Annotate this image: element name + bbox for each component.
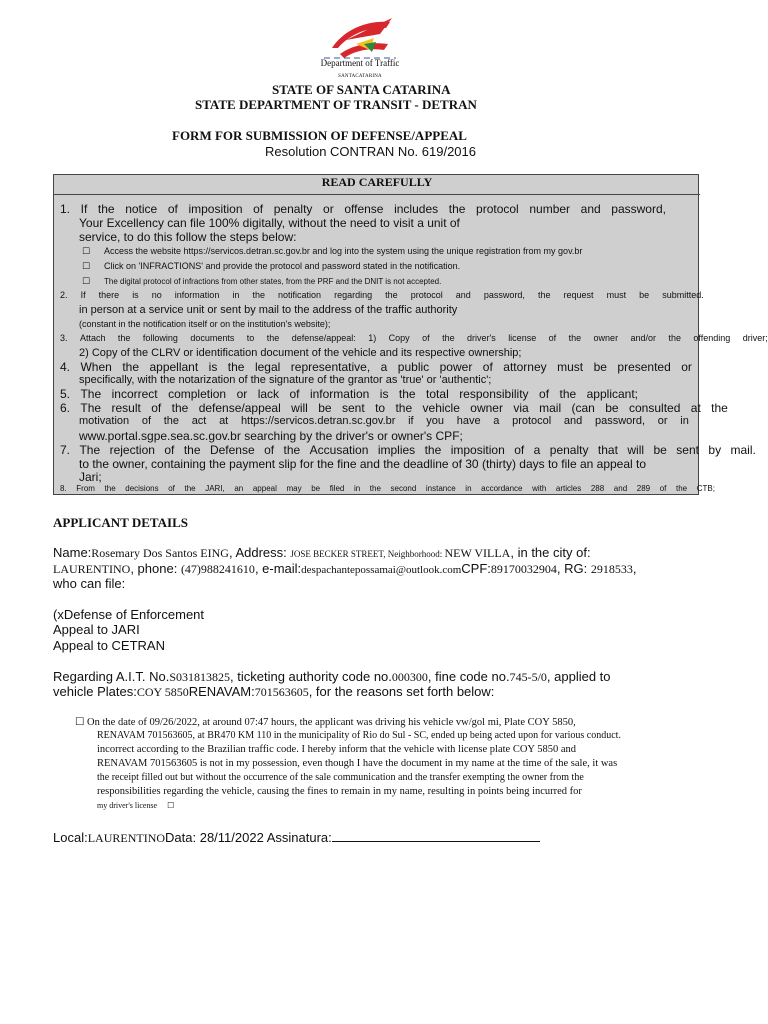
detran-logo: [318, 14, 402, 80]
notice-word: or: [681, 360, 692, 374]
notice-word: the: [448, 202, 466, 216]
notice-word: the: [395, 401, 413, 415]
notice-word: and: [563, 415, 583, 427]
notice-word: the: [537, 290, 551, 300]
notice-word: sent: [341, 401, 365, 415]
renavam-label: RENAVAM:: [188, 684, 255, 699]
notice-word: the: [104, 484, 116, 493]
reason-text: On the date of 09/26/2022, at around 07:47 hours, the applicant was driving his vehicle vw/gol mi, Plate COY 5850,: [87, 717, 576, 728]
notice-word: notification: [278, 290, 322, 300]
notice-line: [60, 290, 704, 300]
notice-word: that: [597, 443, 618, 457]
notice-word: the: [252, 290, 265, 300]
notice-word: instance: [425, 484, 456, 493]
cpf-label: CPF:: [461, 561, 491, 576]
notice-line: [79, 415, 689, 427]
applicant-details-heading: APPLICANT DETAILS: [53, 515, 188, 530]
notice-word: the: [398, 387, 416, 401]
neighborhood-label: , Neighborhood:: [383, 549, 445, 559]
notice-word: the: [369, 484, 381, 493]
notice-word: following: [142, 333, 178, 343]
notice-word: accordance: [481, 484, 523, 493]
notice-word: The: [80, 387, 102, 401]
read-carefully-title: READ CAREFULLY: [321, 175, 433, 189]
notice-word: be: [593, 360, 607, 374]
rg-label: , RG:: [556, 561, 591, 576]
notice-word: of: [167, 202, 178, 216]
notice-word: the: [424, 443, 442, 457]
notice-word: second: [390, 484, 417, 493]
applied-to-label: , applied to: [546, 669, 611, 684]
notice-word: The: [80, 401, 102, 415]
reason-line: RENAVAM 701563605, at BR470 KM 110 in the municipality of Rio do Sul - SC, ended up being acted upon for various conduct.: [97, 730, 621, 741]
notice-word: result: [111, 401, 141, 415]
notice-word: presented: [617, 360, 671, 374]
notice-word: mail.: [730, 443, 756, 457]
fine-code: 745-5/0: [509, 670, 547, 684]
notice-word: articles: [555, 484, 582, 493]
notice-word: defense/appeal: [198, 401, 281, 415]
notice-word: penalty: [549, 443, 589, 457]
notice-line: [60, 443, 756, 457]
notice-word: of: [548, 333, 557, 343]
notice-word: be: [639, 290, 650, 300]
notice-word: no: [151, 290, 162, 300]
checkbox-icon: ☐: [167, 801, 175, 810]
notice-word: is: [208, 360, 218, 374]
authority-code: 000300: [391, 670, 428, 684]
notice-word: if: [408, 415, 414, 427]
notice-word: may: [286, 484, 302, 493]
ait-label: Regarding A.I.T. No.: [53, 669, 170, 684]
notice-word: is: [132, 290, 139, 300]
notice-word: the: [266, 333, 280, 343]
notice-word: 4.: [60, 360, 71, 374]
notice-word: implies: [377, 443, 416, 457]
notice-word: information: [309, 387, 370, 401]
notice-word: 288: [590, 484, 605, 493]
notice-word: in: [232, 290, 240, 300]
notice-word: regarding: [334, 290, 373, 300]
notice-word: Attach: [79, 333, 106, 343]
reason-line: RENAVAM 701563605 is not in my possession, even though I have the document in my name at the time of the sale, it was: [97, 758, 618, 769]
notice-line: to the owner, containing the payment slip for the fine and the deadline of 30 (thirty) days to file an appeal to: [79, 457, 647, 471]
notice-word: of: [168, 484, 175, 493]
notice-word: of: [659, 484, 667, 493]
notice-word: rejection: [109, 443, 155, 457]
notice-word: documents: [190, 333, 235, 343]
notice-word: license: [508, 333, 537, 343]
notice-word: a: [493, 415, 500, 427]
notice-word: protocol: [476, 202, 519, 216]
notice-word: of: [164, 443, 175, 457]
checkbox-icon: ☐: [82, 261, 91, 271]
notice-word: be: [311, 484, 321, 493]
city-label: , in the city of:: [510, 545, 591, 560]
notice-word: offending: [693, 333, 731, 343]
notice-word: JARI,: [205, 484, 225, 493]
notice-word: Copy: [388, 333, 410, 343]
notice-word: be: [318, 401, 332, 415]
notice-word: (can: [571, 401, 595, 415]
notice-word: From: [76, 484, 95, 493]
notice-word: via: [513, 401, 529, 415]
applicant-cpf: 89170032904: [490, 562, 557, 576]
notice-word: request: [563, 290, 594, 300]
notice-word: or: [657, 415, 668, 427]
applicant-phone: (47)988241610: [180, 562, 255, 576]
who-can-file: who can file:: [53, 576, 126, 591]
notice-word: of: [422, 333, 430, 343]
notice-step: [82, 276, 441, 287]
signature-line: [53, 829, 540, 846]
reason-line: incorrect according to the Brazilian traffic code. I hereby inform that the vehicle with license plate COY 5850 and: [97, 744, 577, 755]
notice-word: consulted: [629, 401, 681, 415]
notice-word: of: [253, 202, 264, 216]
notice-word: number: [529, 202, 571, 216]
notice-word: to: [375, 401, 386, 415]
notice-step-text: The digital protocol of infractions from other states, from the PRF and the DNIT is not accepted.: [104, 277, 442, 286]
notice-word: must: [557, 360, 584, 374]
notice-word: 289: [636, 484, 651, 493]
notice-word: When: [80, 360, 112, 374]
notice-line: [60, 401, 728, 415]
notice-word: the: [184, 484, 196, 493]
notice-word: The: [79, 443, 101, 457]
reasons-label: , for the reasons set forth below:: [308, 684, 495, 699]
notice-word: by: [708, 443, 722, 457]
notice-word: offense: [344, 202, 384, 216]
read-carefully-box: [53, 174, 768, 495]
applicant-email: despachantepossamai@outlook.com: [301, 564, 462, 576]
renavam-number: 701563605: [254, 685, 309, 699]
ait-number: S031813825: [169, 670, 231, 684]
signature-label: Assinatura:: [263, 830, 332, 845]
notice-word: of: [539, 387, 550, 401]
notice-word: will: [627, 443, 645, 457]
notice-word: includes: [394, 202, 439, 216]
notice-word: at: [219, 415, 229, 427]
notice-word: you: [426, 415, 445, 427]
notice-word: of: [141, 415, 152, 427]
notice-line: [60, 202, 666, 216]
notice-line: [60, 387, 638, 401]
notice-line: [60, 333, 768, 343]
notice-word: Defense: [209, 443, 255, 457]
notice-word: and/or: [630, 333, 657, 343]
notice-line: www.portal.sgpe.sea.sc.gov.br searching by the driver's or owner's CPF;: [79, 429, 463, 443]
notice-word: public: [397, 360, 430, 374]
notice-line: in person at a service unit or sent by mail to the address of the traffic authority: [79, 304, 458, 316]
checkbox-icon: ☐: [82, 246, 91, 256]
notice-word: sent: [676, 443, 699, 457]
notice-word: total: [426, 387, 449, 401]
notice-word: the: [711, 401, 728, 415]
logo-subcaption: SANTACATARINA: [338, 74, 382, 79]
notice-line: specifically, with the notarization of the signature of the grantor as 'true' or 'authentic';: [79, 374, 492, 386]
notice-word: lack: [257, 387, 280, 401]
notice-word: of: [289, 387, 300, 401]
notice-word: or: [323, 202, 334, 216]
plates-label: vehicle Plates:: [53, 684, 137, 699]
notice-word: password,: [594, 415, 646, 427]
local-label: Local:: [53, 830, 88, 845]
notice-word: 5.: [60, 387, 71, 401]
notice-word: information: [174, 290, 220, 300]
notice-word: the: [385, 290, 398, 300]
box-title-divider: [54, 194, 700, 195]
notice-word: owner: [593, 333, 619, 343]
notice-word: applicant;: [586, 387, 638, 401]
notice-line: Your Excellency can file 100% digitally, without the need to visit a unit of: [79, 216, 460, 230]
notice-word: the: [122, 360, 139, 374]
notice-word: of: [151, 401, 162, 415]
notice-line: service, to do this follow the steps below:: [79, 230, 297, 244]
option-defense[interactable]: (xDefense of Enforcement: [53, 607, 205, 622]
notice-word: be: [653, 443, 667, 457]
notice-word: at: [690, 401, 701, 415]
notice-word: mail: [539, 401, 562, 415]
notice-word: a: [380, 360, 388, 374]
department-heading: STATE DEPARTMENT OF TRANSIT - DETRAN: [195, 97, 477, 112]
notice-word: filed: [329, 484, 345, 493]
notice-word: act: [191, 415, 207, 427]
notice-word: 2.: [60, 290, 68, 300]
notice-step-text: Access the website https://servicos.detran.sc.gov.br and log into the system using the unique registration from my gov.br: [104, 246, 583, 256]
notice-line: 2) Copy of the CLRV or identification document of the vehicle and its respective ownership;: [79, 347, 522, 359]
ait-line-2: [53, 684, 494, 700]
fine-code-label: , fine code no.: [427, 669, 510, 684]
notice-word: to: [246, 333, 255, 343]
notice-word: in: [680, 415, 689, 427]
notice-word: the: [183, 443, 201, 457]
notice-step-text: Click on 'INFRACTIONS' and provide the protocol and password stated in the notification.: [104, 261, 461, 271]
applicant-city: LAURENTINO: [53, 562, 131, 576]
checkbox-icon: ☐: [82, 276, 91, 286]
notice-word: the: [283, 443, 301, 457]
notice-word: penalty: [273, 202, 313, 216]
notice-word: motivation: [79, 415, 130, 427]
applicant-name: Rosemary Dos Santos EING: [91, 546, 229, 560]
date-value: 28/11/2022: [199, 830, 264, 845]
checkbox-icon: ☐: [75, 717, 88, 728]
notice-word: the: [668, 333, 681, 343]
notice-word: If: [80, 202, 88, 216]
notice-word: and: [455, 290, 471, 300]
notice-word: 1): [368, 333, 377, 343]
notice-word: 3.: [60, 333, 68, 343]
notice-word: driver;: [742, 333, 768, 343]
notice-word: is: [379, 387, 389, 401]
notice-word: submitted.: [662, 290, 704, 300]
notice-word: or: [236, 387, 248, 401]
authority-label: , ticketing authority code no.: [230, 669, 392, 684]
notice-word: https://servicos.detran.sc.gov.br: [240, 415, 396, 427]
notice-line: (constant in the notification itself or on the institution's website);: [79, 319, 331, 329]
notice-word: the: [568, 333, 582, 343]
applicant-line-1: [53, 545, 591, 561]
notice-word: of: [264, 443, 275, 457]
notice-word: completion: [168, 387, 227, 401]
option-appeal-jari[interactable]: Appeal to JARI: [53, 622, 140, 637]
name-label: Name:: [53, 545, 92, 560]
notice-word: vehicle: [422, 401, 460, 415]
notice-word: with: [532, 484, 547, 493]
notice-step: [82, 261, 460, 272]
notice-word: the: [559, 387, 577, 401]
reason-line: [97, 801, 174, 810]
notice-word: representative,: [290, 360, 371, 374]
notice-line: Jari;: [79, 470, 102, 484]
reason-line: [75, 716, 576, 728]
notice-word: protocol: [512, 415, 552, 427]
notice-word: 8.: [60, 484, 67, 493]
notice-word: appeal: [252, 484, 277, 493]
notice-word: there: [98, 290, 120, 300]
applicant-address: JOSE BECKER STREET: [290, 549, 384, 559]
detran-logo-emblem: [318, 14, 402, 64]
applicant-neighborhood: NEW VILLA: [444, 546, 511, 560]
notice-word: appellant: [149, 360, 199, 374]
notice-word: in: [353, 484, 361, 493]
notice-step: [82, 246, 582, 257]
notice-word: imposition: [188, 202, 243, 216]
notice-word: protocol: [410, 290, 443, 300]
notice-word: must: [606, 290, 627, 300]
notice-word: and: [580, 202, 601, 216]
local-value: LAURENTINO: [87, 831, 166, 845]
notice-word: password,: [611, 202, 666, 216]
notice-line: [60, 484, 715, 493]
notice-word: the: [163, 415, 179, 427]
notice-word: a: [533, 443, 541, 457]
notice-word: the: [442, 333, 455, 343]
notice-word: driver's: [467, 333, 496, 343]
phone-label: , phone:: [130, 561, 181, 576]
state-heading: STATE OF SANTA CATARINA: [272, 82, 451, 97]
notice-word: CTB;: [696, 484, 715, 493]
notice-word: the: [171, 401, 189, 415]
notice-word: decisions: [125, 484, 159, 493]
notice-word: If: [80, 290, 86, 300]
notice-word: the: [97, 202, 115, 216]
reason-text: my driver's license: [97, 801, 158, 810]
notice-word: will: [291, 401, 308, 415]
signature-field[interactable]: [332, 829, 540, 842]
notice-word: have: [456, 415, 481, 427]
notice-word: of: [514, 443, 525, 457]
form-title: FORM FOR SUBMISSION OF DEFENSE/APPEAL: [172, 128, 467, 143]
notice-word: defense/appeal:: [291, 333, 356, 343]
resolution-reference: Resolution CONTRAN No. 619/2016: [265, 144, 476, 159]
notice-word: 1.: [60, 202, 71, 216]
date-label: Data:: [165, 830, 200, 845]
address-label: , Address:: [228, 545, 291, 560]
notice-word: legal: [254, 360, 281, 374]
notice-word: password,: [483, 290, 525, 300]
notice-word: 6.: [60, 401, 71, 415]
option-appeal-cetran[interactable]: Appeal to CETRAN: [53, 638, 165, 653]
notice-word: responsibility: [459, 387, 529, 401]
notice-word: of: [482, 360, 493, 374]
notice-word: imposition: [450, 443, 505, 457]
notice-word: power: [439, 360, 473, 374]
applicant-line-2: [53, 561, 637, 577]
email-label: , e-mail:: [254, 561, 302, 576]
who-can-file-tail: ,: [632, 561, 637, 576]
reason-line: responsibilities regarding the vehicle, causing the fines to remain in my name, resulting in points being incurred for: [97, 786, 582, 797]
notice-word: and: [613, 484, 628, 493]
notice-word: incorrect: [111, 387, 158, 401]
notice-word: Accusation: [309, 443, 369, 457]
reason-line: the receipt filled out but without the occurrence of the sale communication and the transfer exempting the owner from the: [97, 772, 584, 783]
notice-word: the: [117, 333, 131, 343]
notice-word: in: [465, 484, 472, 493]
logo-caption: Department of Traffic: [320, 58, 400, 68]
notice-word: the: [227, 360, 245, 374]
notice-word: notice: [125, 202, 158, 216]
notice-word: attorney: [503, 360, 547, 374]
ait-line-1: [53, 669, 611, 685]
notice-word: an: [234, 484, 244, 493]
vehicle-plate: COY 5850: [136, 685, 189, 699]
notice-word: 7.: [60, 443, 71, 457]
notice-line: [60, 360, 692, 374]
notice-word: the: [675, 484, 688, 493]
notice-word: be: [605, 401, 619, 415]
applicant-rg: 2918533: [590, 562, 633, 576]
notice-word: owner: [470, 401, 503, 415]
